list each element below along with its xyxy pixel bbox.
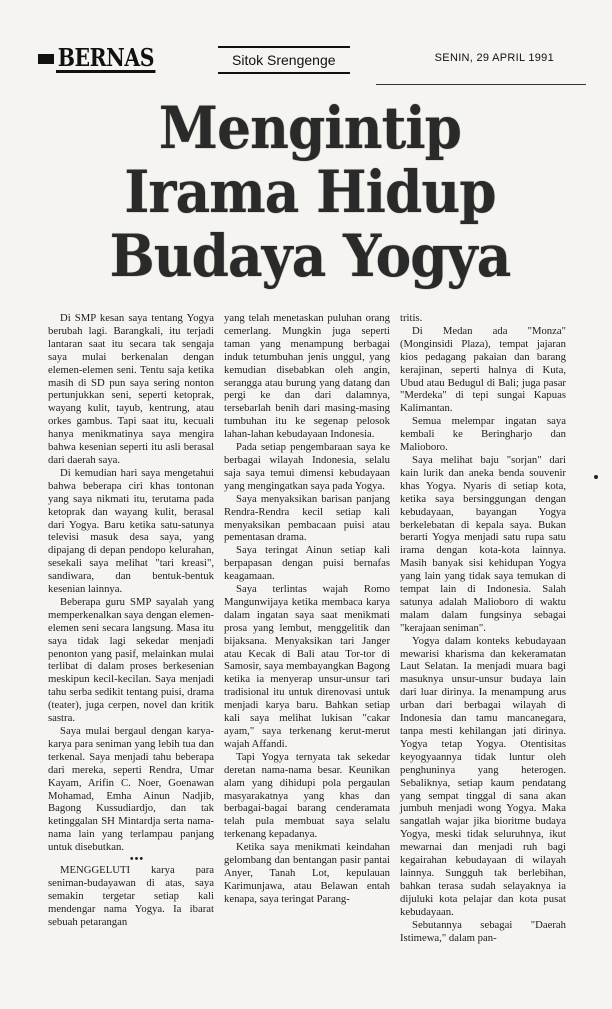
paragraph: Yogya dalam konteks kebudayaan mewarisi kharisma dan kekeramatan Laut Selatan. Ia menjadi muara bagi masuknya unsur-unsur budaya lain dari luar dirinya. Ia menampung arus urban dari berbagai wilayah di Indonesia dan tamu mancanegara, tanpa mesti kehilangan jati dirinya. Yogya tetap Yogya. Otentisitas keyogyaannya tidak luntur oleh penghuninya yang heterogen. Sebaliknya, setiap kaum pendatang yang sempat tinggal di sana akan jumbuh menjadi wong Yogya. Maka sangatlah wajar jika bioritme budaya Yogya, meski tidak seluruhnya, ikut mewarnai dan menjadi ruh bagi kegairahan kebudayaan di wilayah lainnya. Sungguh tak berlebihan, bahkan terasa sudah selayaknya ia dijuluki kota pelajar dan kota pusat kebudayaan. — [400, 634, 566, 918]
author-name: Sitok Srengenge — [232, 52, 336, 68]
section-separator: ••• — [129, 853, 145, 866]
paragraph: Saya terlintas wajah Romo Mangunwijaya ketika membaca karya dalam ingatan saya saat menikmati prosa yang lembut, menggelitik dan bijaksana. Menyaksikan tari Janger atau Kecak di Bali atau Tor-tor di Samosir, saya membayangkan Bagong ketika ia menyerap unsur-unsur tari tradisional itu untuk direnovasi untuk menjadi karya baru. Bahkan setiap kali saya melihat lukisan "cakar ayam," saya terkenang kerut-merut wajah Affandi. — [224, 583, 390, 750]
ink-dot — [594, 475, 598, 479]
paragraph: Saya melihat baju "sorjan" dari kain lurik dan aneka benda souvenir khas Yogya. Nyaris di setiap kota, ketika saya bersinggungan dengan kebudayaan, bayangan Yogya berkelebatan di kepala saya. Bukan berarti Yogya menjadi satu rupa satu irama dengan kota-kota lainnya. Masih banyak sisi kehidupan Yogya yang lain yang tidak saya temukan di tempat lain di Indonesia. Salah satunya adalah Malioboro di waktu malam dalam fungsinya sebagai "kerajaan seniman". — [400, 453, 566, 634]
paragraph: Pada setiap pengembaraan saya ke berbagai wilayah Indonesia, selalu saja saya temui dimensi kebudayaan yang mengingatkan saya pada Yogya. — [224, 441, 390, 492]
paper-name: BERNAS — [57, 42, 155, 72]
paragraph: Beberapa guru SMP sayalah yang memperkenalkan saya dengan elemen-elemen seni secara langsung. Masa itu saya tidak lagi sekedar menjadi penonton yang pasif, melainkan mulai terlibat di dalam proses berkesenian meskipun kecil-kecilan. Saya menjadi tahu serba sedikit tentang puisi, drama (teater), juga cerpen, novel dan kritik sastra. — [48, 595, 214, 725]
article-column-1 — [48, 312, 214, 1002]
masthead-rule — [376, 84, 586, 85]
article-body — [48, 312, 568, 1002]
article-column-2 — [224, 312, 390, 1002]
paragraph: Saya mulai bergaul dengan karya-karya para seniman yang lebih tua dan terkenal. Saya menjadi tahu beberapa dari mereka, seperti Rendra, Umar Kayam, Arifin C. Noer, Goenawan Mohamad, Emha Ainun Nadjib, Bagong Kussudiardjo, dan tak ketinggalan SH Mintardja serta nama-nama lain yang terlampau panjang untuk disebutkan. — [48, 725, 214, 854]
paragraph: Di kemudian hari saya mengetahui bahwa beberapa ciri khas tontonan yang saya nikmati itu, terutama pada ketoprak dan wayang kulit, berasal dari Yogya. Baru ketika satu-satunya televisi masuk desa saya, yang dipajang di depan pendopo kelurahan, sesekali saya melihat "tari kreasi", sandiwara, dan bentuk-bentuk kesenian lainnya. — [48, 466, 214, 596]
headline — [60, 96, 560, 288]
headline-line-1: Mengintip — [158, 94, 462, 162]
paragraph: Di SMP kesan saya tentang Yogya berubah lagi. Barangkali, itu terjadi lantaran saat itu secara tak sengaja saya mulai berkenalan dengan elemen-elemen seni. Tentu saja ketika masih di SD pun saya sering nonton pertunjukkan seni, seperti ketoprak, wayang kulit, tayub, kentrung, atau orkes gambus. Tapi saat itu, kecuali hanya menikmatinya saya mengira bahwa kesenian seperti itu asli berasal dari daerah saya. — [48, 312, 214, 466]
paragraph: Sebutannya sebagai "Daerah Istimewa," dalam pan- — [400, 918, 566, 944]
paragraph: Saya menyaksikan barisan panjang Rendra-Rendra kecil setiap kali menyaksikan pembacaan puisi atau pementasan drama. — [224, 492, 390, 544]
article-column-3 — [400, 312, 566, 1002]
headline-line-3: Budaya Yogya — [109, 222, 511, 290]
paper-logo — [38, 44, 173, 74]
paragraph: tritis. — [400, 312, 423, 324]
masthead — [38, 38, 558, 78]
dateline: SENIN, 29 APRIL 1991 — [434, 52, 554, 64]
paragraph: Di Medan ada "Monza" (Monginsidi Plaza), tempat jajaran kios pedagang pakaian dan barang kerajinan, seperti halnya di Kuta, Ubud atau Bedugul di Bali; juga pasar "Merdeka" di tepi sungai Kapuas Kalimantan. — [400, 324, 566, 415]
paragraph: Tapi Yogya ternyata tak sekedar deretan nama-nama besar. Keunikan alam yang dihidupi pola pergaulan masyarakatnya yang khas dan berbagai-bagai barang cenderamata telah pula membuat saya selalu terkenang kepadanya. — [224, 750, 390, 841]
paragraph: yang telah menetaskan puluhan orang cemerlang. Mungkin juga seperti taman yang menampung berbagai induk tetumbuhan jenis unggul, yang kemudian disebabkan oleh angin, serangga atau burung yang datang dan pergi ke dan dari dalamnya, tersebarlah benih dari masing-masing tumbuhan itu ke segenap pelosok lahan-lahan kebudayaan Indonesia. — [224, 312, 390, 441]
paragraph: Ketika saya menikmati keindahan gelombang dan bentangan pasir pantai Anyer, Tanah Lot, kepulauan Karimunjawa, atau Belawan entah kenapa, saya teringat Parang- — [224, 841, 390, 905]
paragraph: Semua melempar ingatan saya kembali ke Beringharjo dan Malioboro. — [400, 415, 566, 454]
paragraph: MENGGELUTI karya para seniman-budayawan di atas, saya semakin tergetar setiap kali mendengar nama Yogya. Ia ibarat sebuah petarangan — [48, 864, 214, 928]
author-box — [218, 46, 350, 74]
logo-bar-icon — [38, 54, 54, 64]
paragraph: Saya teringat Ainun setiap kali berpapasan dengan puisi bernafas keagamaan. — [224, 544, 390, 583]
headline-line-2: Irama Hidup — [124, 158, 496, 226]
